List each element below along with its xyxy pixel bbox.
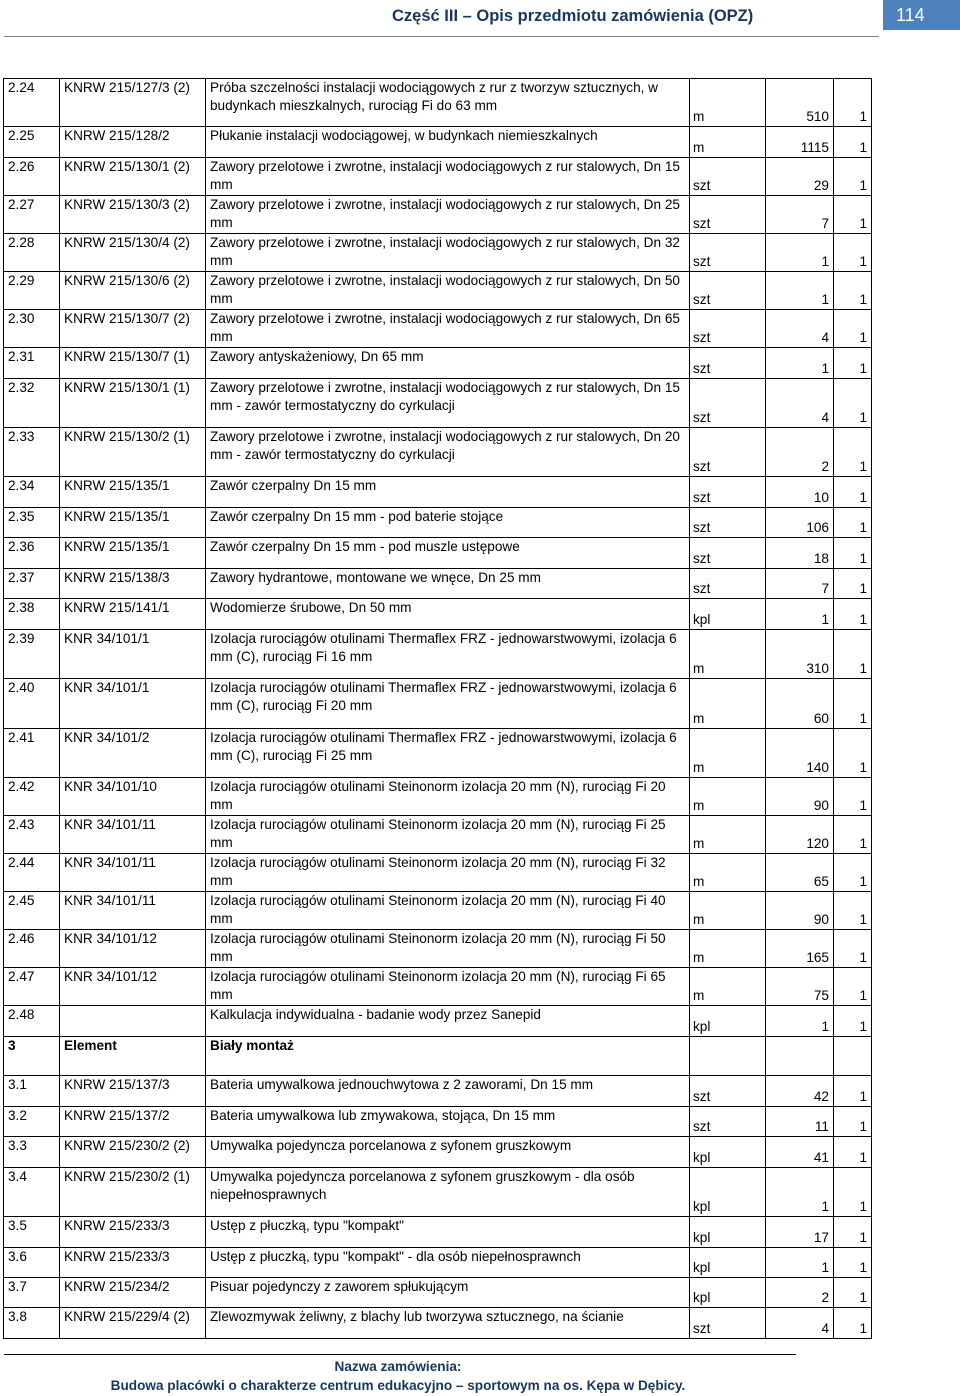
item-unit: kpl xyxy=(690,1168,766,1217)
item-description: Zawory antyskażeniowy, Dn 65 mm xyxy=(206,348,690,379)
item-multiplier: 1 xyxy=(834,630,872,679)
item-number: 2.46 xyxy=(4,930,60,968)
item-unit: szt xyxy=(690,196,766,234)
item-unit: szt xyxy=(690,379,766,428)
table-row xyxy=(4,892,872,930)
item-multiplier: 1 xyxy=(834,1107,872,1137)
item-quantity: 1 xyxy=(766,1168,834,1217)
item-unit: m xyxy=(690,679,766,729)
item-unit: kpl xyxy=(690,599,766,630)
item-multiplier: 1 xyxy=(834,272,872,310)
item-quantity: 2 xyxy=(766,1278,834,1308)
item-code: KNRW 215/137/3 xyxy=(60,1076,206,1107)
item-quantity: 1 xyxy=(766,348,834,379)
item-multiplier: 1 xyxy=(834,196,872,234)
item-unit: szt xyxy=(690,1308,766,1339)
item-unit: m xyxy=(690,930,766,968)
item-code: KNRW 215/127/3 (2) xyxy=(60,79,206,127)
item-unit xyxy=(690,1037,766,1076)
table-row xyxy=(4,477,872,508)
item-unit: m xyxy=(690,778,766,816)
item-quantity: 29 xyxy=(766,158,834,196)
item-unit: kpl xyxy=(690,1137,766,1168)
item-code: KNRW 215/137/2 xyxy=(60,1107,206,1137)
table-row xyxy=(4,816,872,854)
item-multiplier: 1 xyxy=(834,569,872,599)
item-multiplier: 1 xyxy=(834,158,872,196)
item-description: Zawory hydrantowe, montowane we wnęce, Dn 25 mm xyxy=(206,569,690,599)
item-multiplier: 1 xyxy=(834,1308,872,1339)
item-code: KNRW 215/130/1 (1) xyxy=(60,379,206,428)
item-number: 2.39 xyxy=(4,630,60,679)
item-quantity: 1115 xyxy=(766,127,834,158)
item-multiplier: 1 xyxy=(834,892,872,930)
item-multiplier: 1 xyxy=(834,508,872,538)
item-number: 2.27 xyxy=(4,196,60,234)
cost-items-table xyxy=(3,78,872,1339)
item-unit: kpl xyxy=(690,1006,766,1037)
cost-items-body xyxy=(4,79,872,1339)
item-number: 3.5 xyxy=(4,1217,60,1248)
table-row xyxy=(4,272,872,310)
item-quantity: 10 xyxy=(766,477,834,508)
table-row xyxy=(4,127,872,158)
table-row xyxy=(4,854,872,892)
item-unit: szt xyxy=(690,569,766,599)
item-number: 2.40 xyxy=(4,679,60,729)
item-unit: szt xyxy=(690,310,766,348)
item-quantity: 510 xyxy=(766,79,834,127)
item-multiplier: 1 xyxy=(834,968,872,1006)
item-quantity: 65 xyxy=(766,854,834,892)
table-row xyxy=(4,234,872,272)
item-quantity: 310 xyxy=(766,630,834,679)
item-quantity: 90 xyxy=(766,778,834,816)
item-quantity: 4 xyxy=(766,379,834,428)
item-number: 2.44 xyxy=(4,854,60,892)
item-quantity: 41 xyxy=(766,1137,834,1168)
item-multiplier: 1 xyxy=(834,379,872,428)
item-unit: szt xyxy=(690,158,766,196)
item-code: KNR 34/101/2 xyxy=(60,729,206,778)
item-multiplier: 1 xyxy=(834,428,872,477)
item-multiplier: 1 xyxy=(834,127,872,158)
item-description: Izolacja rurociągów otulinami Thermaflex FRZ - jednowarstwowymi, izolacja 6 mm (C), rurociąg Fi 16 mm xyxy=(206,630,690,679)
item-code: KNRW 215/135/1 xyxy=(60,477,206,508)
item-code: KNRW 215/135/1 xyxy=(60,538,206,569)
item-quantity: 1 xyxy=(766,272,834,310)
item-multiplier: 1 xyxy=(834,1137,872,1168)
table-row xyxy=(4,348,872,379)
footer-project-name: Budowa placówki o charakterze centrum edukacyjno – sportowym na os. Kępa w Dębicy. xyxy=(110,1378,686,1393)
item-code: KNR 34/101/11 xyxy=(60,816,206,854)
item-quantity: 4 xyxy=(766,1308,834,1339)
item-number: 2.32 xyxy=(4,379,60,428)
item-unit: m xyxy=(690,630,766,679)
item-code: Element xyxy=(60,1037,206,1076)
item-description: Zawór czerpalny Dn 15 mm - pod baterie stojące xyxy=(206,508,690,538)
item-number: 3.1 xyxy=(4,1076,60,1107)
table-row xyxy=(4,1137,872,1168)
item-quantity: 1 xyxy=(766,1248,834,1278)
item-multiplier: 1 xyxy=(834,1217,872,1248)
item-number: 2.25 xyxy=(4,127,60,158)
item-multiplier: 1 xyxy=(834,854,872,892)
item-multiplier: 1 xyxy=(834,679,872,729)
item-unit: m xyxy=(690,854,766,892)
item-code: KNR 34/101/12 xyxy=(60,930,206,968)
item-multiplier: 1 xyxy=(834,538,872,569)
item-unit: szt xyxy=(690,477,766,508)
item-description: Ustęp z płuczką, typu "kompakt" - dla osób niepełnosprawnch xyxy=(206,1248,690,1278)
item-quantity: 60 xyxy=(766,679,834,729)
footer-divider xyxy=(4,1354,796,1355)
item-description: Izolacja rurociągów otulinami Steinonorm izolacja 20 mm (N), rurociąg Fi 25 mm xyxy=(206,816,690,854)
item-number: 2.28 xyxy=(4,234,60,272)
item-description: Umywalka pojedyncza porcelanowa z syfonem gruszkowym - dla osób niepełnosprawnych xyxy=(206,1168,690,1217)
table-row xyxy=(4,1076,872,1107)
item-unit: szt xyxy=(690,1107,766,1137)
item-multiplier: 1 xyxy=(834,477,872,508)
item-quantity: 4 xyxy=(766,310,834,348)
item-code: KNR 34/101/11 xyxy=(60,854,206,892)
item-multiplier: 1 xyxy=(834,1278,872,1308)
item-quantity: 11 xyxy=(766,1107,834,1137)
item-number: 2.37 xyxy=(4,569,60,599)
item-code: KNRW 215/130/4 (2) xyxy=(60,234,206,272)
item-unit: m xyxy=(690,127,766,158)
item-multiplier: 1 xyxy=(834,729,872,778)
table-row xyxy=(4,1278,872,1308)
item-number: 3.6 xyxy=(4,1248,60,1278)
table-row xyxy=(4,729,872,778)
item-multiplier: 1 xyxy=(834,599,872,630)
item-description: Płukanie instalacji wodociągowej, w budynkach niemieszkalnych xyxy=(206,127,690,158)
item-code: KNRW 215/234/2 xyxy=(60,1278,206,1308)
item-code: KNRW 215/128/2 xyxy=(60,127,206,158)
item-description: Próba szczelności instalacji wodociągowych z rur z tworzyw sztucznych, w budynkach mieszkalnych, rurociąg Fi do 63 mm xyxy=(206,79,690,127)
table-row xyxy=(4,1168,872,1217)
item-quantity: 42 xyxy=(766,1076,834,1107)
item-description: Zawór czerpalny Dn 15 mm xyxy=(206,477,690,508)
item-code: KNRW 215/130/7 (2) xyxy=(60,310,206,348)
table-row xyxy=(4,1217,872,1248)
table-row xyxy=(4,428,872,477)
item-number: 2.34 xyxy=(4,477,60,508)
table-row xyxy=(4,968,872,1006)
item-unit: m xyxy=(690,729,766,778)
item-description: Izolacja rurociągów otulinami Thermaflex FRZ - jednowarstwowymi, izolacja 6 mm (C), rurociąg Fi 20 mm xyxy=(206,679,690,729)
item-code: KNRW 215/230/2 (1) xyxy=(60,1168,206,1217)
item-number: 2.31 xyxy=(4,348,60,379)
item-unit: kpl xyxy=(690,1278,766,1308)
item-unit: szt xyxy=(690,428,766,477)
item-quantity xyxy=(766,1037,834,1076)
item-number: 2.30 xyxy=(4,310,60,348)
table-row xyxy=(4,508,872,538)
item-description: Zawór czerpalny Dn 15 mm - pod muszle ustępowe xyxy=(206,538,690,569)
item-quantity: 165 xyxy=(766,930,834,968)
item-description: Izolacja rurociągów otulinami Thermaflex FRZ - jednowarstwowymi, izolacja 6 mm (C), rurociąg Fi 25 mm xyxy=(206,729,690,778)
item-quantity: 75 xyxy=(766,968,834,1006)
header-divider xyxy=(4,36,879,37)
item-code xyxy=(60,1006,206,1037)
item-multiplier: 1 xyxy=(834,1248,872,1278)
item-code: KNR 34/101/12 xyxy=(60,968,206,1006)
item-unit: szt xyxy=(690,538,766,569)
item-unit: kpl xyxy=(690,1248,766,1278)
table-row xyxy=(4,1107,872,1137)
item-number: 2.24 xyxy=(4,79,60,127)
table-row xyxy=(4,379,872,428)
item-unit: m xyxy=(690,816,766,854)
item-number: 2.29 xyxy=(4,272,60,310)
table-row xyxy=(4,196,872,234)
item-number: 3.8 xyxy=(4,1308,60,1339)
item-description: Umywalka pojedyncza porcelanowa z syfonem gruszkowym xyxy=(206,1137,690,1168)
item-number: 2.41 xyxy=(4,729,60,778)
item-code: KNRW 215/233/3 xyxy=(60,1217,206,1248)
document-header-title: Część III – Opis przedmiotu zamówienia (OPZ) xyxy=(392,7,754,25)
item-multiplier xyxy=(834,1037,872,1076)
item-code: KNRW 215/130/3 (2) xyxy=(60,196,206,234)
item-code: KNR 34/101/1 xyxy=(60,679,206,729)
item-description: Biały montaż xyxy=(206,1037,690,1076)
item-code: KNR 34/101/1 xyxy=(60,630,206,679)
item-multiplier: 1 xyxy=(834,348,872,379)
table-row xyxy=(4,630,872,679)
item-number: 2.36 xyxy=(4,538,60,569)
item-quantity: 1 xyxy=(766,1006,834,1037)
item-number: 3 xyxy=(4,1037,60,1076)
item-number: 2.47 xyxy=(4,968,60,1006)
table-row xyxy=(4,1248,872,1278)
item-unit: m xyxy=(690,79,766,127)
item-quantity: 17 xyxy=(766,1217,834,1248)
item-code: KNRW 215/130/6 (2) xyxy=(60,272,206,310)
item-code: KNRW 215/130/7 (1) xyxy=(60,348,206,379)
item-description: Zawory przelotowe i zwrotne, instalacji wodociągowych z rur stalowych, Dn 50 mm xyxy=(206,272,690,310)
item-description: Izolacja rurociągów otulinami Steinonorm izolacja 20 mm (N), rurociąg Fi 50 mm xyxy=(206,930,690,968)
item-description: Izolacja rurociągów otulinami Steinonorm izolacja 20 mm (N), rurociąg Fi 32 mm xyxy=(206,854,690,892)
item-description: Zawory przelotowe i zwrotne, instalacji wodociągowych z rur stalowych, Dn 15 mm xyxy=(206,158,690,196)
table-row xyxy=(4,1006,872,1037)
item-number: 2.26 xyxy=(4,158,60,196)
item-multiplier: 1 xyxy=(834,930,872,968)
item-unit: szt xyxy=(690,348,766,379)
table-row xyxy=(4,310,872,348)
item-code: KNRW 215/230/2 (2) xyxy=(60,1137,206,1168)
item-number: 2.42 xyxy=(4,778,60,816)
item-description: Zawory przelotowe i zwrotne, instalacji wodociągowych z rur stalowych, Dn 20 mm - zawór termostatyczny do cyrkulacji xyxy=(206,428,690,477)
table-row xyxy=(4,679,872,729)
item-number: 2.33 xyxy=(4,428,60,477)
table-row xyxy=(4,79,872,127)
item-description: Zawory przelotowe i zwrotne, instalacji wodociągowych z rur stalowych, Dn 32 mm xyxy=(206,234,690,272)
item-description: Bateria umywalkowa lub zmywakowa, stojąca, Dn 15 mm xyxy=(206,1107,690,1137)
table-row xyxy=(4,778,872,816)
item-unit: szt xyxy=(690,1076,766,1107)
item-number: 3.2 xyxy=(4,1107,60,1137)
item-description: Pisuar pojedynczy z zaworem spłukującym xyxy=(206,1278,690,1308)
item-code: KNRW 215/233/3 xyxy=(60,1248,206,1278)
item-unit: m xyxy=(690,892,766,930)
item-quantity: 90 xyxy=(766,892,834,930)
item-number: 3.3 xyxy=(4,1137,60,1168)
item-unit: kpl xyxy=(690,1217,766,1248)
item-code: KNR 34/101/11 xyxy=(60,892,206,930)
table-row xyxy=(4,1308,872,1339)
item-quantity: 1 xyxy=(766,599,834,630)
section-row xyxy=(4,1037,872,1076)
item-code: KNRW 215/138/3 xyxy=(60,569,206,599)
item-multiplier: 1 xyxy=(834,1076,872,1107)
item-multiplier: 1 xyxy=(834,1168,872,1217)
item-description: Kalkulacja indywidualna - badanie wody przez Sanepid xyxy=(206,1006,690,1037)
table-row xyxy=(4,158,872,196)
table-row xyxy=(4,569,872,599)
item-number: 2.35 xyxy=(4,508,60,538)
item-code: KNRW 215/135/1 xyxy=(60,508,206,538)
item-quantity: 1 xyxy=(766,234,834,272)
page-number-badge: 114 xyxy=(883,0,960,30)
item-number: 2.48 xyxy=(4,1006,60,1037)
item-unit: szt xyxy=(690,272,766,310)
item-number: 3.7 xyxy=(4,1278,60,1308)
footer-label: Nazwa zamówienia: xyxy=(334,1359,462,1374)
item-description: Izolacja rurociągów otulinami Steinonorm izolacja 20 mm (N), rurociąg Fi 20 mm xyxy=(206,778,690,816)
item-number: 3.4 xyxy=(4,1168,60,1217)
item-description: Ustęp z płuczką, typu "kompakt" xyxy=(206,1217,690,1248)
item-unit: m xyxy=(690,968,766,1006)
item-code: KNRW 215/141/1 xyxy=(60,599,206,630)
item-unit: szt xyxy=(690,234,766,272)
item-description: Izolacja rurociągów otulinami Steinonorm izolacja 20 mm (N), rurociąg Fi 65 mm xyxy=(206,968,690,1006)
item-multiplier: 1 xyxy=(834,310,872,348)
item-quantity: 120 xyxy=(766,816,834,854)
item-number: 2.45 xyxy=(4,892,60,930)
item-unit: szt xyxy=(690,508,766,538)
item-number: 2.43 xyxy=(4,816,60,854)
item-description: Zawory przelotowe i zwrotne, instalacji wodociągowych z rur stalowych, Dn 65 mm xyxy=(206,310,690,348)
table-row xyxy=(4,599,872,630)
item-number: 2.38 xyxy=(4,599,60,630)
item-description: Zawory przelotowe i zwrotne, instalacji wodociągowych z rur stalowych, Dn 25 mm xyxy=(206,196,690,234)
item-multiplier: 1 xyxy=(834,816,872,854)
item-multiplier: 1 xyxy=(834,79,872,127)
table-row xyxy=(4,930,872,968)
item-description: Zlewozmywak żeliwny, z blachy lub tworzywa sztucznego, na ścianie xyxy=(206,1308,690,1339)
item-quantity: 106 xyxy=(766,508,834,538)
item-multiplier: 1 xyxy=(834,1006,872,1037)
item-quantity: 7 xyxy=(766,196,834,234)
table-row xyxy=(4,538,872,569)
item-multiplier: 1 xyxy=(834,234,872,272)
item-description: Zawory przelotowe i zwrotne, instalacji wodociągowych z rur stalowych, Dn 15 mm - zawór termostatyczny do cyrkulacji xyxy=(206,379,690,428)
item-description: Wodomierze śrubowe, Dn 50 mm xyxy=(206,599,690,630)
item-code: KNR 34/101/10 xyxy=(60,778,206,816)
item-code: KNRW 215/130/1 (2) xyxy=(60,158,206,196)
item-code: KNRW 215/229/4 (2) xyxy=(60,1308,206,1339)
item-quantity: 18 xyxy=(766,538,834,569)
item-quantity: 140 xyxy=(766,729,834,778)
item-code: KNRW 215/130/2 (1) xyxy=(60,428,206,477)
item-multiplier: 1 xyxy=(834,778,872,816)
item-description: Bateria umywalkowa jednouchwytowa z 2 zaworami, Dn 15 mm xyxy=(206,1076,690,1107)
item-quantity: 7 xyxy=(766,569,834,599)
item-quantity: 2 xyxy=(766,428,834,477)
item-description: Izolacja rurociągów otulinami Steinonorm izolacja 20 mm (N), rurociąg Fi 40 mm xyxy=(206,892,690,930)
